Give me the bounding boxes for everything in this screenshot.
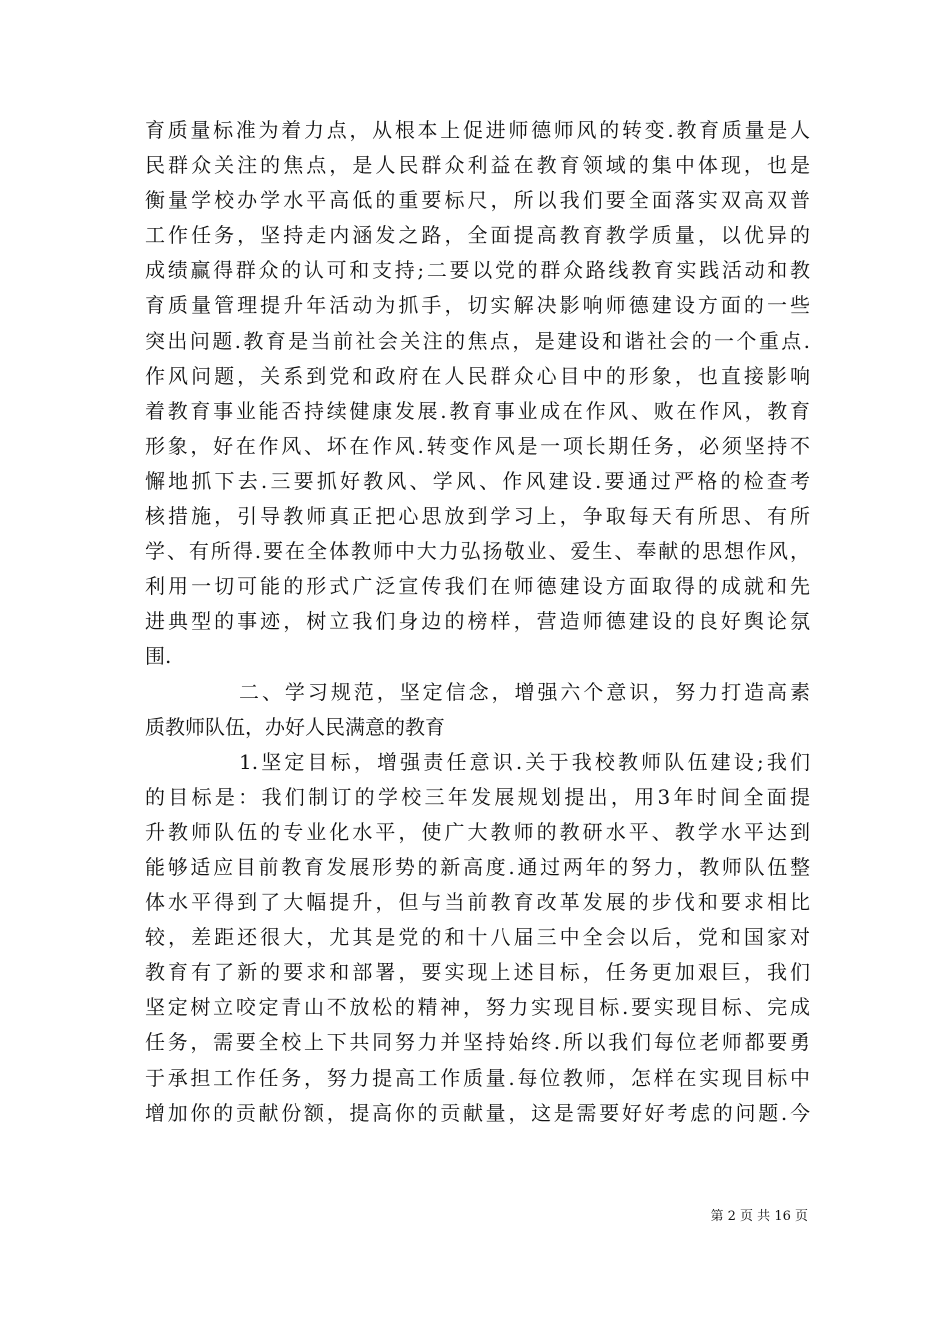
- paragraph-1-line: 工作任务，坚持走内涵发之路，全面提高教育教学质量，以优异的: [145, 223, 810, 248]
- paragraph-1-line: 着教育事业能否持续健康发展.教育事业成在作风、败在作风，教育: [145, 398, 810, 423]
- paragraph-3-line: 教育有了新的要求和部署，要实现上述目标，任务更加艰巨，我们: [145, 960, 810, 985]
- paragraph-3-line: 升教师队伍的专业化水平，使广大教师的教研水平、教学水平达到: [145, 819, 810, 844]
- paragraph-1-line: 民群众关注的焦点，是人民群众利益在教育领域的集中体现，也是: [145, 153, 810, 178]
- paragraph-1-line: 进典型的事迹，树立我们身边的榜样，营造师德建设的良好舆论氛: [145, 609, 810, 634]
- paragraph-1-line: 形象，好在作风、坏在作风.转变作风是一项长期任务，必须坚持不: [145, 433, 810, 458]
- paragraph-1-line: 突出问题.教育是当前社会关注的焦点，是建设和谐社会的一个重点.: [145, 328, 810, 353]
- paragraph-1-line: 核措施，引导教师真正把心思放到学习上，争取每天有所思、有所: [145, 504, 810, 529]
- paragraph-3-line: 于承担工作任务，努力提高工作质量.每位教师，怎样在实现目标中: [145, 1065, 810, 1090]
- paragraph-2-line: 二、学习规范，坚定信念，增强六个意识，努力打造高素: [239, 679, 810, 704]
- paragraph-1-line: 利用一切可能的形式广泛宣传我们在师德建设方面取得的成就和先: [145, 574, 810, 599]
- paragraph-1-line: 成绩赢得群众的认可和支持;二要以党的群众路线教育实践活动和教: [145, 258, 810, 283]
- paragraph-1-line: 育质量标准为着力点，从根本上促进师德师风的转变.教育质量是人: [145, 118, 810, 142]
- page-number-footer: 第 2 页 共 16 页: [710, 1209, 808, 1224]
- paragraph-1-line: 围.: [145, 644, 172, 669]
- paragraph-2-line: 质教师队伍，办好人民满意的教育: [145, 714, 445, 739]
- paragraph-3-line: 能够适应目前教育发展形势的新高度.通过两年的努力，教师队伍整: [145, 854, 810, 879]
- paragraph-1-line: 学、有所得.要在全体教师中大力弘扬敬业、爱生、奉献的思想作风，: [145, 539, 810, 564]
- body-text: [145, 113, 810, 1131]
- paragraph-3-line: 的目标是：我们制订的学校三年发展规划提出，用3年时间全面提: [145, 784, 810, 809]
- paragraph-3-line: 增加你的贡献份额，提高你的贡献量，这是需要好好考虑的问题.今: [145, 1100, 810, 1125]
- paragraph-1-line: 懈地抓下去.三要抓好教风、学风、作风建设.要通过严格的检查考: [145, 468, 810, 493]
- paragraph-1-line: 衡量学校办学水平高低的重要标尺，所以我们要全面落实双高双普: [145, 188, 810, 213]
- paragraph-3-line: 体水平得到了大幅提升，但与当前教育改革发展的步伐和要求相比: [145, 890, 810, 915]
- paragraph-3-line: 较，差距还很大，尤其是党的和十八届三中全会以后，党和国家对: [145, 925, 810, 950]
- paragraph-3-line: 1.坚定目标，增强责任意识.关于我校教师队伍建设;我们: [239, 749, 810, 774]
- paragraph-1-line: 育质量管理提升年活动为抓手，切实解决影响师德建设方面的一些: [145, 293, 810, 318]
- paragraph-1-line: 作风问题，关系到党和政府在人民群众心目中的形象，也直接影响: [145, 363, 810, 388]
- paragraph-3-line: 任务，需要全校上下共同努力并坚持始终.所以我们每位老师都要勇: [145, 1030, 810, 1055]
- paragraph-3-line: 坚定树立咬定青山不放松的精神，努力实现目标.要实现目标、完成: [145, 995, 810, 1020]
